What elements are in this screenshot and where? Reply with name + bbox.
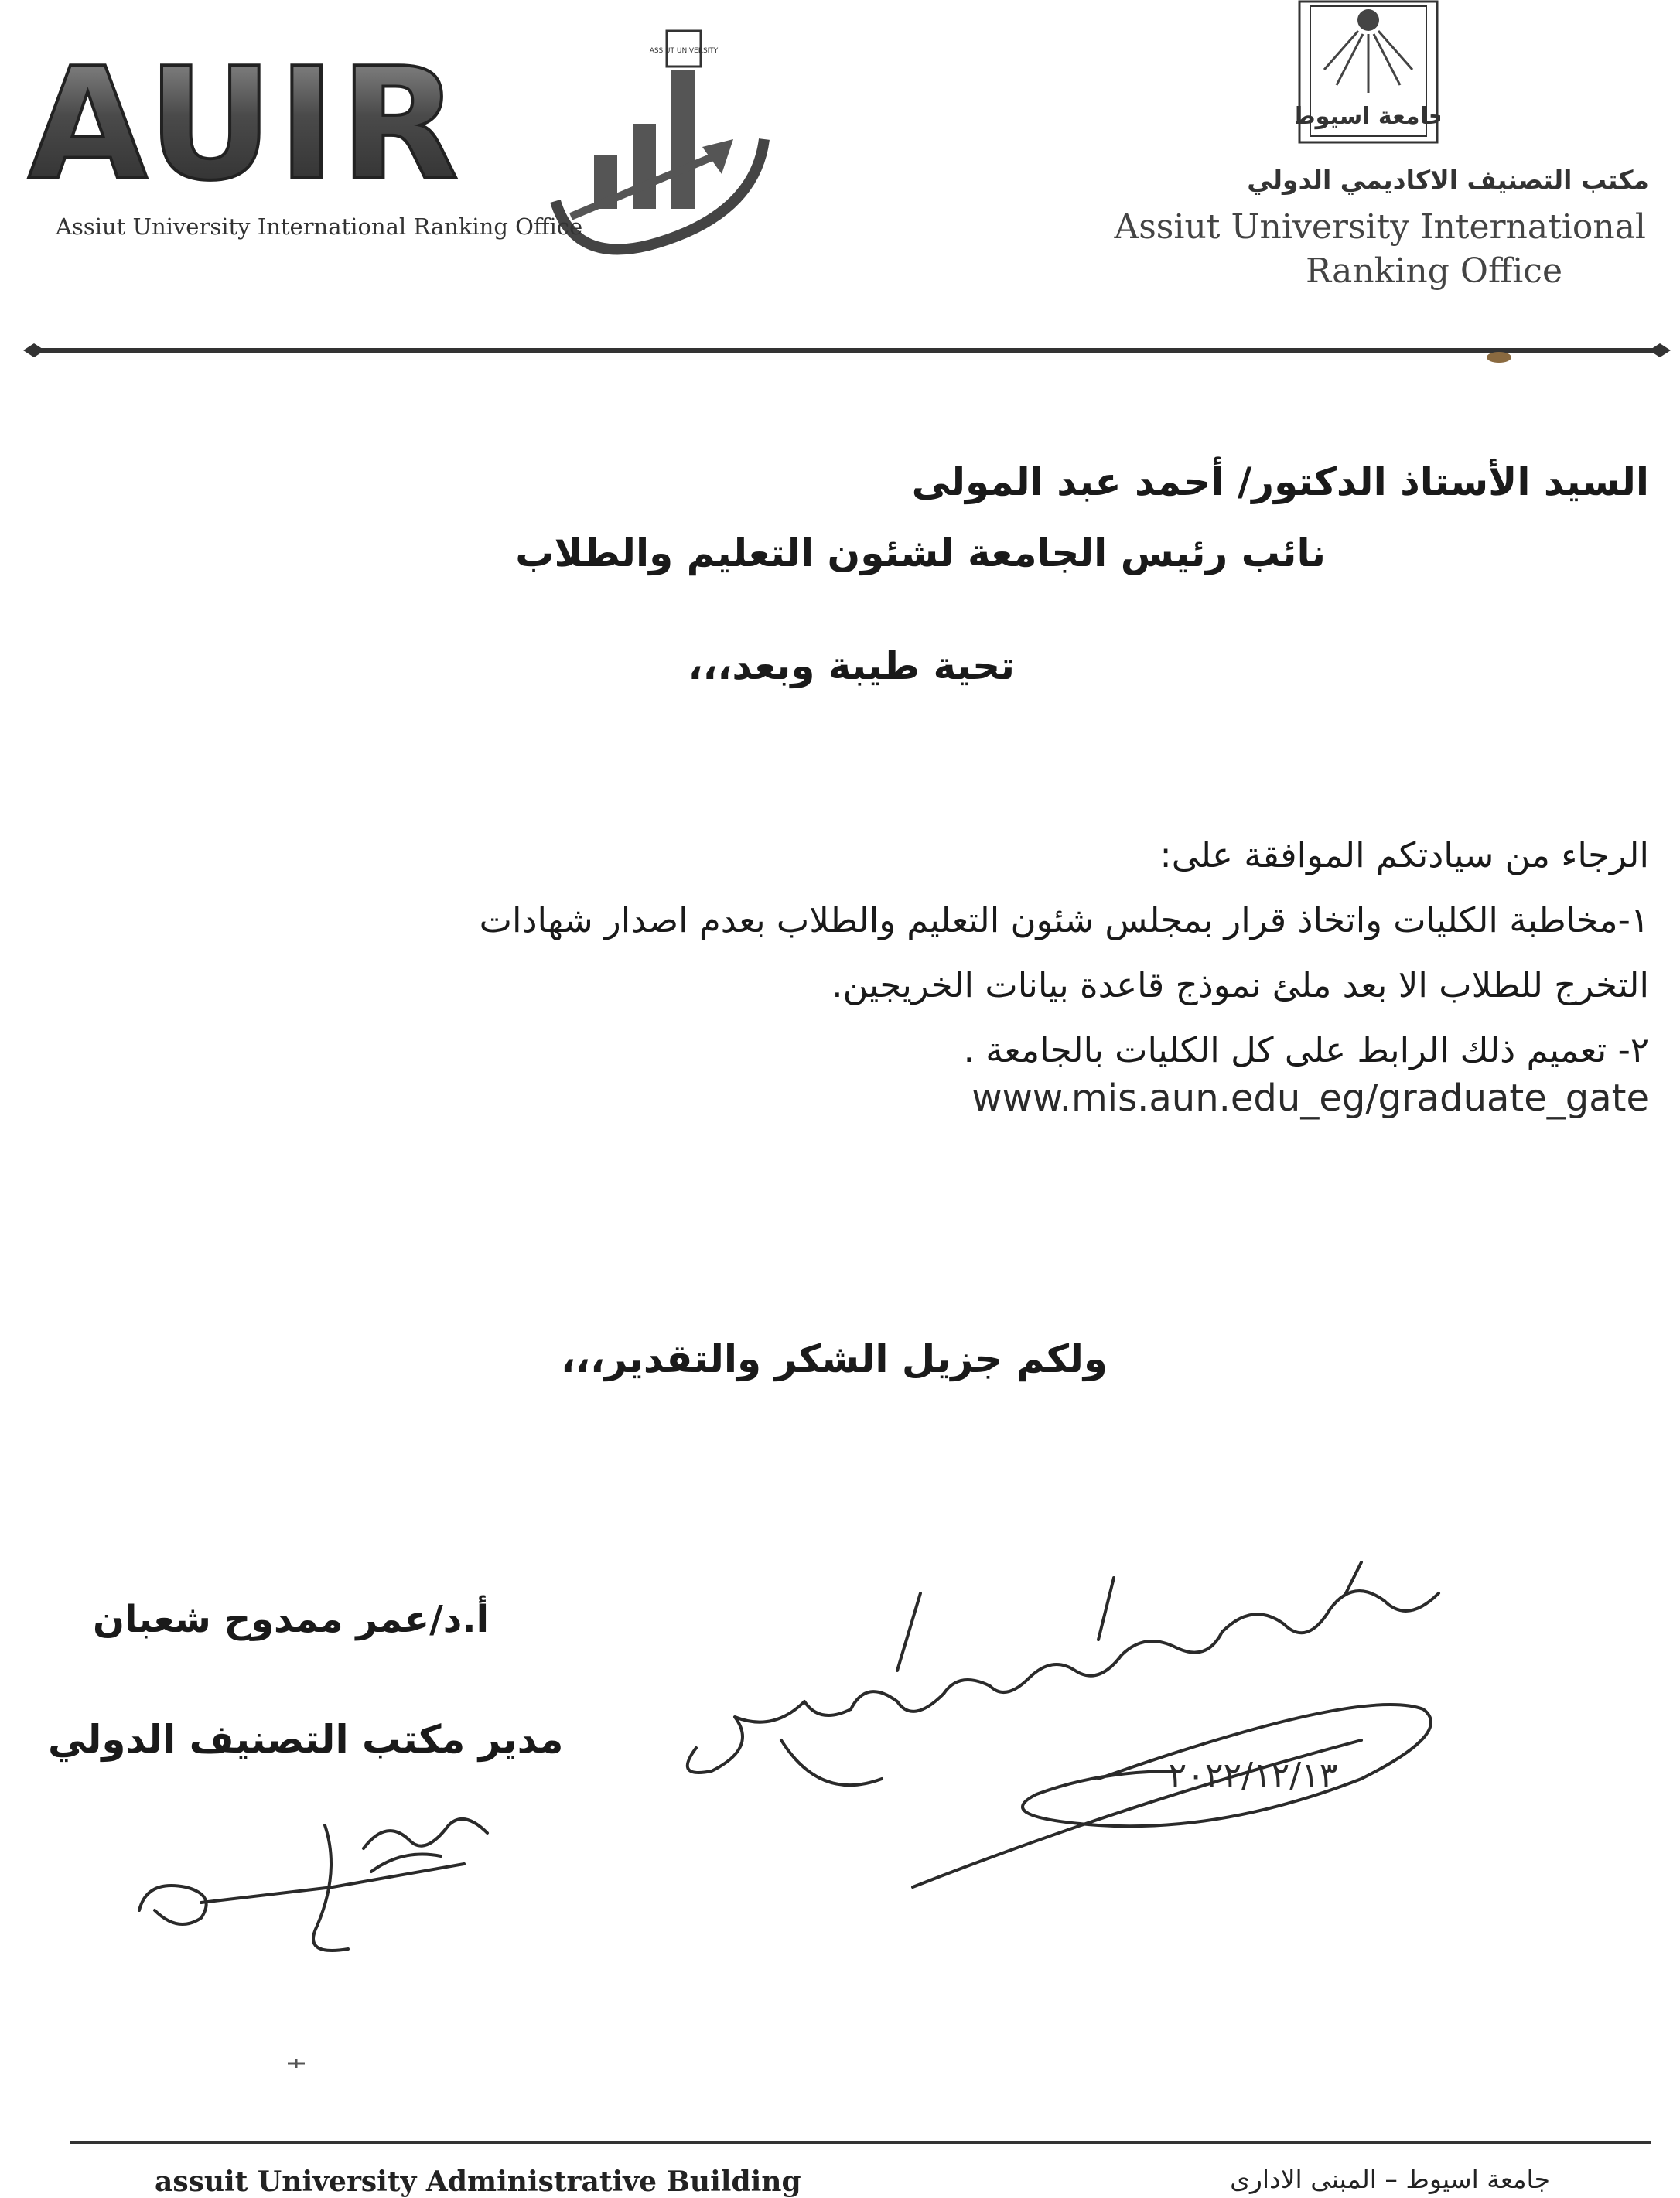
scan-speck	[286, 2057, 306, 2070]
university-crest	[1296, 0, 1440, 147]
request-item-1-line-2: التخرج للطلاب الا بعد ملئ نموذج قاعدة بيانات الخريجين.	[831, 964, 1649, 1005]
director-signature-graphic	[131, 1802, 503, 1964]
request-item-2: ٢- تعميم ذلك الرابط على كل الكليات بالجامعة .	[963, 1029, 1649, 1070]
office-name-en-line1: Assiut University International	[1114, 207, 1646, 247]
logo-swoosh	[555, 139, 764, 250]
logo-badge-text: ASSIUT UNIVERSITY	[649, 47, 719, 55]
addressee-title: نائب رئيس الجامعة لشئون التعليم والطلاب	[515, 531, 1326, 575]
sun-icon	[1357, 9, 1379, 31]
signer-name: أ.د/عمر ممدوح شعبان	[93, 1598, 490, 1641]
request-body	[195, 823, 1649, 1083]
crest-label: جامعة اسيوط	[1296, 103, 1440, 130]
request-item-1-line-1: ١-مخاطبة الكليات واتخاذ قرار بمجلس شئون التعليم والطلاب بعدم اصدار شهادات	[479, 899, 1649, 940]
director-signature	[131, 1802, 503, 1964]
approval-handwriting-graphic	[665, 1547, 1485, 1903]
closing-thanks: ولكم جزيل الشكر والتقدير،،،	[560, 1336, 1108, 1381]
approval-date: ٢٠٢٢/١٢/١٣	[1168, 1756, 1338, 1795]
greeting: تحية طيبة وبعد،،،	[688, 643, 1015, 688]
ink-spot	[1485, 350, 1513, 365]
footer-address-en: assuit University Administrative Building	[155, 2166, 801, 2198]
crest-graphic	[1296, 0, 1440, 147]
graduate-gate-link: www.mis.aun.edu_eg/graduate_gate	[971, 1077, 1649, 1120]
logo-bar-3	[671, 70, 695, 209]
logo-subtitle: Assiut University International Ranking Office	[56, 213, 583, 240]
logo-wordmark: AUIR	[28, 35, 464, 215]
office-name-ar: مكتب التصنيف الاكاديمي الدولي	[1247, 165, 1649, 195]
logo-bar-2	[633, 124, 656, 209]
approval-handwriting	[665, 1547, 1485, 1903]
footer-address-ar: جامعة اسيوط – المبنى الادارى	[1230, 2164, 1550, 2194]
signer-title: مدير مكتب التصنيف الدولي	[48, 1717, 564, 1762]
footer-divider	[70, 2141, 1651, 2144]
addressee-name: السيد الأستاذ الدكتور/ أحمد عبد المولى	[911, 459, 1649, 504]
office-name-en-line2: Ranking Office	[1305, 251, 1562, 291]
request-intro: الرجاء من سيادتكم الموافقة على:	[1159, 834, 1649, 875]
header-divider	[23, 339, 1671, 362]
